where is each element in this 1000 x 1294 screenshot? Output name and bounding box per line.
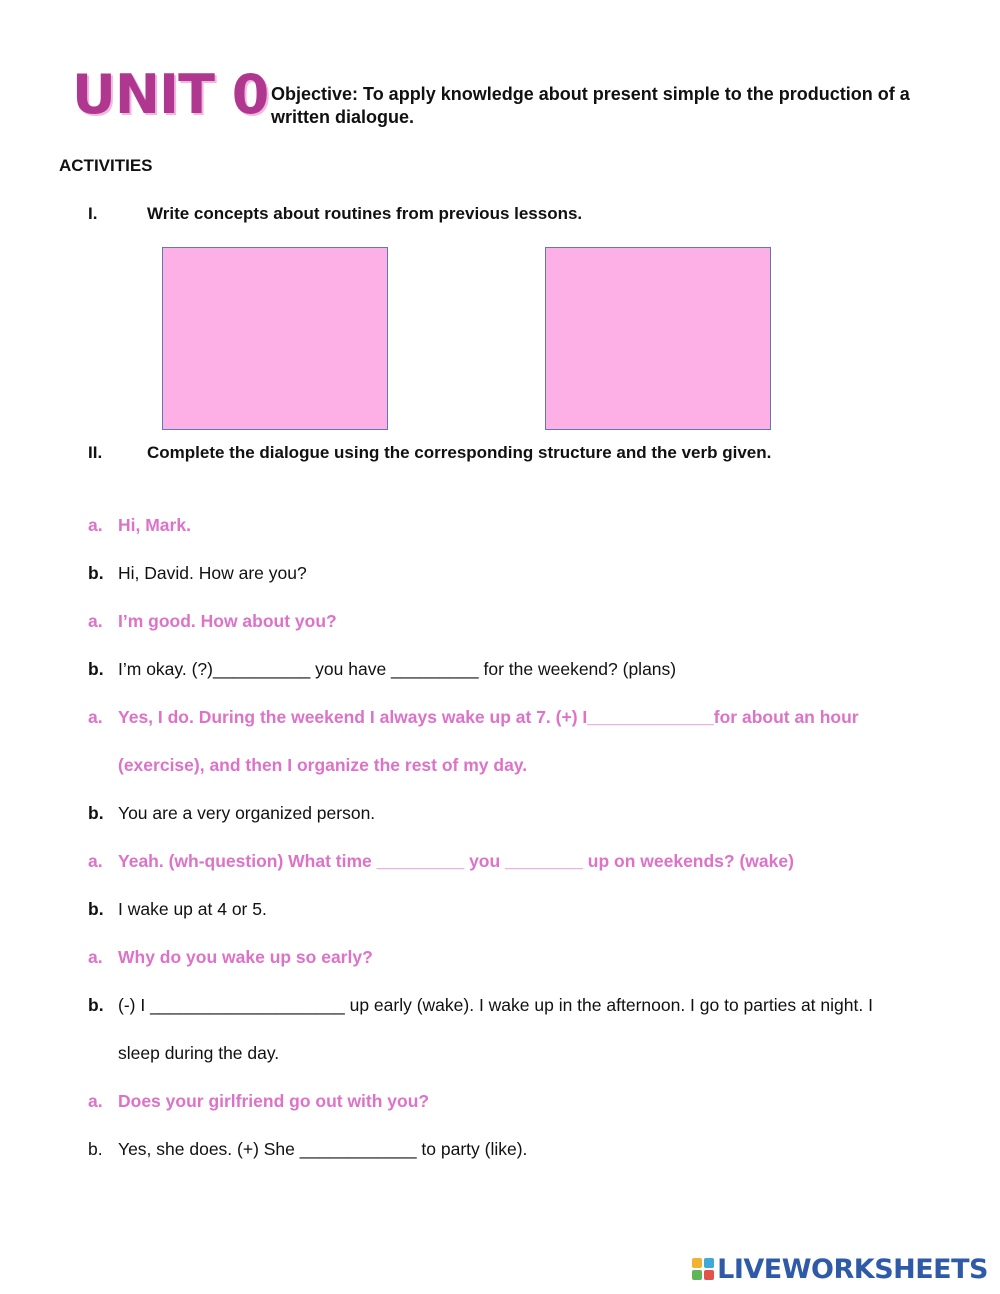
speaker-label: a. — [88, 851, 103, 871]
speaker-label: b. — [88, 899, 104, 919]
dialogue-text: Hi, Mark. — [118, 515, 191, 535]
speaker-label: b. — [88, 659, 104, 679]
liveworksheets-logo[interactable] — [692, 1252, 988, 1286]
dialogue-text: Yes, I do. During the weekend I always wake up at 7. (+) I_____________for about an hour — [118, 707, 859, 727]
speaker-label: a. — [88, 1091, 103, 1111]
concept-answer-box[interactable] — [162, 247, 388, 430]
speaker-label: b. — [88, 995, 104, 1015]
speaker-label: b. — [88, 1139, 103, 1159]
concept-answer-box[interactable] — [545, 247, 771, 430]
dialogue-text: Yes, she does. (+) She ____________ to party (like). — [118, 1139, 528, 1159]
dialogue-text: (exercise), and then I organize the rest of my day. — [118, 755, 528, 775]
dialogue-text: (-) I ____________________ up early (wake). I wake up in the afternoon. I go to parties at night. I — [118, 995, 873, 1015]
section-instruction: Complete the dialogue using the corresponding structure and the verb given. — [147, 443, 772, 462]
speaker-label: a. — [88, 947, 103, 967]
section-instruction: Write concepts about routines from previous lessons. — [147, 204, 583, 223]
dialogue-text: Hi, David. How are you? — [118, 563, 307, 583]
speaker-label: a. — [88, 707, 103, 727]
speaker-label: a. — [88, 611, 103, 631]
unit-title: UNIT 0 — [72, 63, 269, 126]
dialogue-text: Yeah. (wh-question) What time _________ you ________ up on weekends? (wake) — [118, 851, 794, 871]
dialogue-text: You are a very organized person. — [118, 803, 376, 823]
dialogue-text: Does your girlfriend go out with you? — [118, 1091, 430, 1111]
dialogue-text: I wake up at 4 or 5. — [118, 899, 267, 919]
section-numeral: I. — [88, 204, 98, 223]
dialogue-text: Why do you wake up so early? — [118, 947, 373, 967]
logo-blocks-icon — [692, 1258, 714, 1280]
logo-brand-text: LIVEWORKSHEETS — [717, 1253, 988, 1285]
dialogue-text: I’m good. How about you? — [118, 611, 337, 631]
speaker-label: a. — [88, 515, 103, 535]
section-numeral: II. — [88, 443, 103, 462]
objective-text: Objective: To apply knowledge about present simple to the production of a written dialogue. — [271, 84, 910, 127]
activities-heading: ACTIVITIES — [59, 156, 153, 175]
dialogue-text: sleep during the day. — [118, 1043, 280, 1063]
speaker-label: b. — [88, 803, 104, 823]
speaker-label: b. — [88, 563, 104, 583]
dialogue-text: I’m okay. (?)__________ you have _________ for the weekend? (plans) — [118, 659, 677, 679]
